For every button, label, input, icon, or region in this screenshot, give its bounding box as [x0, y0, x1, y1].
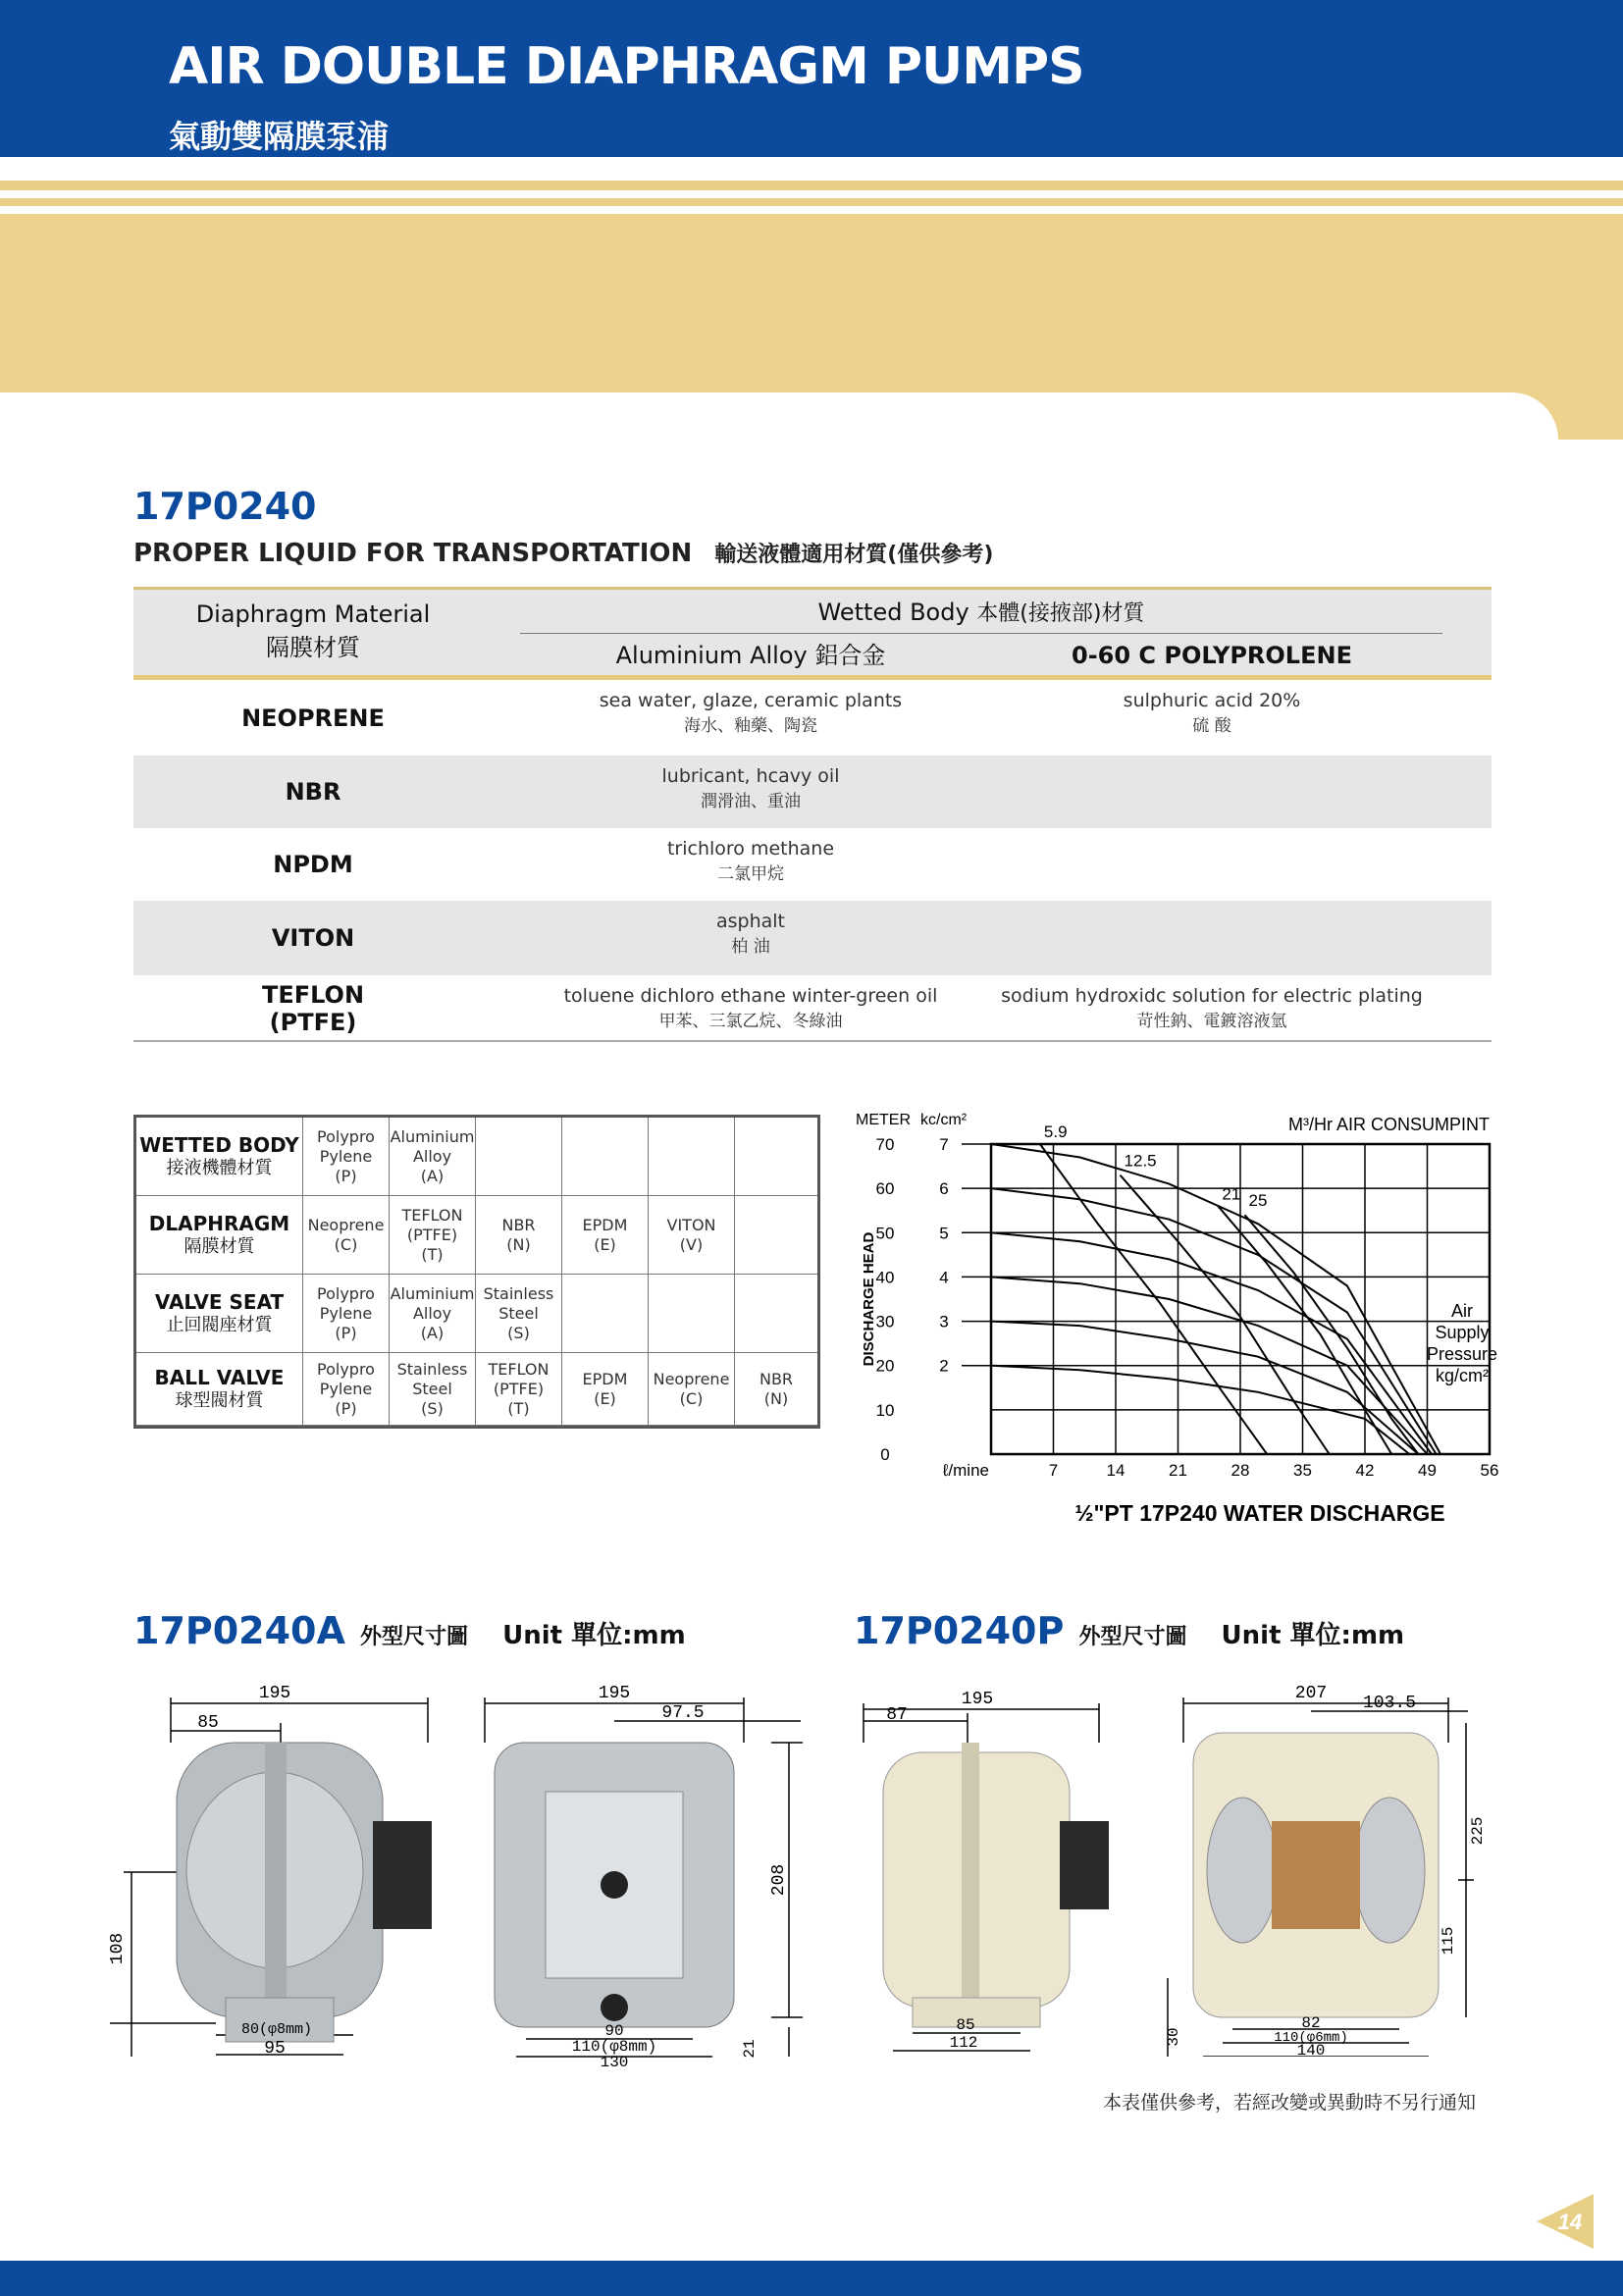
- spec-cell-line: Stainless: [396, 1359, 468, 1379]
- spec-cell: [476, 1353, 562, 1426]
- spec-cell: [390, 1353, 476, 1426]
- cell-alu-en: trichloro methane: [666, 838, 835, 860]
- spec-cell-line: (A): [420, 1166, 445, 1185]
- spec-cell-line: Steel: [498, 1303, 539, 1323]
- col-wetted-en: Wetted Body: [817, 599, 969, 626]
- stripe: [0, 181, 1623, 190]
- spec-cell: [303, 1118, 390, 1196]
- spec-cell-line: EPDM: [582, 1369, 628, 1388]
- spec-cell: [649, 1353, 735, 1426]
- x-tick-label: 42: [1355, 1461, 1375, 1480]
- spec-cell-line: (T): [421, 1244, 444, 1264]
- table-row: [133, 975, 1492, 1040]
- air-pressure-label: kg/cm²: [1436, 1366, 1489, 1385]
- y-tick-label: 0: [880, 1445, 890, 1464]
- dim-a2-f: 21: [741, 2039, 759, 2059]
- spec-row-header: [136, 1118, 303, 1196]
- spec-cell-line: Neoprene: [307, 1215, 385, 1234]
- dim-p2-half: 103.5: [1362, 1694, 1417, 1713]
- model-p-unit: Unit 單位:mm: [1221, 1621, 1405, 1650]
- spec-table: [133, 1115, 820, 1429]
- y-tick-label: 40: [875, 1268, 895, 1287]
- spec-row-en: WETTED BODY: [139, 1132, 299, 1157]
- air-pressure-label: Supply: [1435, 1323, 1490, 1342]
- proper-title-zh: 輸送液體適用材質(僅供參考): [714, 543, 994, 567]
- spec-cell: [390, 1275, 476, 1353]
- spec-cell: [649, 1196, 735, 1275]
- y-kg-tick-label: 4: [939, 1268, 949, 1287]
- spec-cell-line: Stainless: [483, 1283, 554, 1303]
- spec-cell-line: Steel: [412, 1379, 452, 1398]
- consumption-curve: [1245, 1215, 1419, 1454]
- spec-cell-line: (N): [763, 1388, 789, 1408]
- model-a-heading: [133, 1609, 686, 1652]
- x-axis-label: ℓ/mine: [942, 1461, 989, 1480]
- y-tick-label: 50: [875, 1224, 895, 1243]
- spec-cell-line: Neoprene: [653, 1369, 730, 1388]
- y-tick-label: 30: [875, 1312, 895, 1331]
- spec-cell-line: Alloy: [412, 1303, 452, 1323]
- consumption-title: M³/Hr AIR CONSUMPINT: [1288, 1115, 1490, 1134]
- cell-pp: [981, 983, 1442, 1034]
- air-pressure-label: Air: [1451, 1301, 1473, 1321]
- spec-cell: [649, 1275, 735, 1353]
- cell-alu-en: lubricant, hcavy oil: [661, 765, 840, 787]
- spec-cell-line: Alloy: [412, 1146, 452, 1166]
- row-label: TEFLON: [261, 981, 365, 1009]
- decorative-band: [0, 214, 1623, 392]
- spec-cell: [562, 1118, 649, 1196]
- spec-cell: [562, 1196, 649, 1275]
- model-p-label: 17P0240P: [854, 1609, 1065, 1652]
- footer-bar: [0, 2261, 1623, 2296]
- dim-p2-w: 207: [1294, 1684, 1328, 1703]
- spec-cell-line: VITON: [666, 1215, 716, 1234]
- dim-a1-b1: 80(φ8mm): [240, 2021, 313, 2038]
- dim-a2-b3: 130: [600, 2054, 629, 2066]
- table-header: [133, 587, 1492, 678]
- spec-row-zh: 接液機體材質: [166, 1157, 273, 1178]
- row-label: NPDM: [273, 851, 353, 878]
- spec-row-zh: 球型閥材質: [175, 1389, 264, 1411]
- col-diaphragm-en: Diaphragm Material: [195, 600, 431, 628]
- dim-p2-b1: 82: [1301, 2014, 1321, 2032]
- x-tick-label: 56: [1480, 1461, 1499, 1480]
- cell-pp: [981, 688, 1442, 739]
- cell-alu: [520, 688, 981, 739]
- table-row: [133, 828, 1492, 901]
- spec-cell-line: Polypro: [317, 1126, 375, 1146]
- y-kg-tick-label: 2: [939, 1356, 949, 1376]
- dim-p1-l: 87: [886, 1705, 908, 1725]
- spec-cell-line: (P): [335, 1166, 357, 1185]
- col-pp: 0-60 C POLYPROLENE: [1072, 642, 1352, 669]
- chart-title: ½"PT 17P240 WATER DISCHARGE: [1074, 1500, 1445, 1526]
- divider: [520, 633, 1442, 634]
- dim-a1-l: 85: [197, 1713, 219, 1733]
- spec-cell-line: Pylene: [319, 1303, 373, 1323]
- col-diaphragm-zh: 隔膜材質: [266, 634, 360, 661]
- spec-cell: [476, 1196, 562, 1275]
- spec-cell-line: NBR: [759, 1369, 794, 1388]
- dim-p2-h1: 225: [1469, 1816, 1487, 1846]
- spec-cell: [735, 1118, 817, 1196]
- spec-cell-line: Pylene: [319, 1146, 373, 1166]
- cell-alu-en: asphalt: [715, 911, 786, 932]
- dim-a2-b2: 110(φ8mm): [571, 2038, 657, 2056]
- table-row: [133, 756, 1492, 828]
- dim-a2-b1: 90: [604, 2022, 624, 2040]
- cell-alu: [520, 983, 981, 1034]
- dim-p2-b3: 140: [1296, 2042, 1326, 2057]
- consumption-label: 12.5: [1124, 1151, 1157, 1171]
- model-a-label: 17P0240A: [133, 1609, 345, 1652]
- spec-cell-line: (E): [594, 1388, 616, 1408]
- col-wetted-zh: 本體(接掖部)材質: [976, 601, 1145, 626]
- spec-cell: [390, 1196, 476, 1275]
- spec-row-header: [136, 1353, 303, 1426]
- y-kg-tick-label: 6: [939, 1179, 949, 1199]
- x-tick-label: 28: [1230, 1461, 1250, 1480]
- spec-cell-line: (E): [594, 1234, 616, 1254]
- spec-cell-line: (V): [679, 1234, 704, 1254]
- spec-cell-line: (P): [335, 1323, 357, 1342]
- spec-cell-line: (S): [507, 1323, 530, 1342]
- footnote: 本表僅供參考，若經改變或異動時不另行通知: [1103, 2092, 1477, 2113]
- dim-p1-b1: 85: [956, 2016, 975, 2034]
- dim-a2-h: 208: [769, 1863, 789, 1897]
- page-title: AIR DOUBLE DIAPHRAGM PUMPS: [169, 37, 1084, 96]
- spec-cell-line: Pylene: [319, 1379, 373, 1398]
- spec-cell-line: (S): [421, 1398, 444, 1418]
- y-kg-tick-label: 7: [939, 1135, 949, 1154]
- dim-p1-b2: 112: [949, 2034, 978, 2052]
- cell-alu: [520, 836, 981, 887]
- page-subtitle: 氣動雙隔膜泵浦: [169, 118, 390, 155]
- col-alu-en: Aluminium Alloy: [615, 642, 808, 669]
- cell-alu-zh: 潤滑油、重油: [701, 792, 801, 811]
- y-kg-label: kc/cm²: [920, 1112, 968, 1128]
- cell-alu: [520, 763, 981, 814]
- divider: [133, 1040, 1492, 1042]
- cell-alu-zh: 柏 油: [731, 937, 770, 957]
- cell-pp-en: sulphuric acid 20%: [1123, 690, 1301, 711]
- spec-row-zh: 隔膜材質: [183, 1235, 255, 1257]
- dim-p2-f: 30: [1165, 2027, 1182, 2047]
- consumption-label: 21: [1222, 1184, 1241, 1204]
- consumption-curve: [1121, 1175, 1330, 1454]
- spec-cell-line: (C): [334, 1234, 358, 1254]
- pump-p-side-drawing: [854, 1684, 1119, 2057]
- col-diaphragm: [133, 598, 493, 664]
- air-pressure-label: Pressure: [1426, 1344, 1498, 1364]
- proper-liquid-heading: [133, 538, 993, 568]
- dim-p1-w: 195: [961, 1690, 994, 1709]
- spec-row-en: BALL VALVE: [154, 1365, 285, 1389]
- spec-cell: [476, 1275, 562, 1353]
- page-number: 14: [1557, 2210, 1583, 2234]
- cell-pp-zh: 硫 酸: [1192, 716, 1231, 736]
- y-kg-tick-label: 3: [939, 1312, 949, 1331]
- row-label: NEOPRENE: [241, 704, 385, 732]
- spec-cell-line: TEFLON: [401, 1205, 463, 1225]
- spec-cell-line: (T): [507, 1398, 530, 1418]
- col-alu-zh: 鋁合金: [814, 642, 886, 669]
- spec-cell-line: (A): [420, 1323, 445, 1342]
- spec-cell-line: (PTFE): [493, 1379, 545, 1398]
- spec-cell-line: (P): [335, 1398, 357, 1418]
- cell-pp-zh: 苛性鈉、電鍍溶液氫: [1136, 1012, 1287, 1031]
- table-row: [133, 680, 1492, 756]
- pump-p-front-drawing: [1154, 1684, 1517, 2057]
- x-tick-label: 35: [1293, 1461, 1312, 1480]
- spec-row-header: [136, 1196, 303, 1275]
- col-alu: [520, 641, 981, 670]
- x-tick-label: 21: [1169, 1461, 1187, 1480]
- spec-cell: [735, 1196, 817, 1275]
- cell-pp-en: sodium hydroxidc solution for electric plating: [1001, 985, 1423, 1007]
- y-kg-tick-label: 5: [939, 1224, 949, 1243]
- spec-cell-line: EPDM: [582, 1215, 628, 1234]
- spec-cell-line: Aluminium: [390, 1126, 475, 1146]
- spec-cell: [735, 1353, 817, 1426]
- spec-row-zh: 止回閥座材質: [166, 1314, 273, 1335]
- model-a-zh: 外型尺寸圖: [360, 1625, 469, 1649]
- spec-row-en: VALVE SEAT: [154, 1289, 285, 1314]
- row-label: VITON: [271, 924, 355, 952]
- spec-cell-line: Polypro: [317, 1359, 375, 1379]
- spec-cell-line: Aluminium: [390, 1283, 475, 1303]
- y-tick-label: 20: [875, 1356, 895, 1376]
- row-label: NBR: [285, 778, 341, 806]
- cell-alu-zh: 二氯甲烷: [717, 864, 784, 884]
- spec-cell-line: (PTFE): [406, 1225, 458, 1244]
- row-label-sub: (PTFE): [269, 1009, 357, 1036]
- cell-alu-en: toluene dichloro ethane winter-green oil: [563, 985, 938, 1007]
- spec-cell-line: NBR: [501, 1215, 536, 1234]
- spec-cell: [303, 1275, 390, 1353]
- dim-a1-w: 195: [258, 1684, 291, 1703]
- col-wetted: [520, 598, 1442, 629]
- spec-cell: [476, 1118, 562, 1196]
- dim-a2-w: 195: [598, 1684, 631, 1703]
- model-p-zh: 外型尺寸圖: [1078, 1625, 1187, 1649]
- dim-a1-b2: 95: [264, 2039, 286, 2059]
- y-tick-label: 10: [875, 1400, 895, 1420]
- spec-cell: [562, 1275, 649, 1353]
- x-tick-label: 49: [1418, 1461, 1437, 1480]
- spec-cell: [390, 1118, 476, 1196]
- consumption-label: 25: [1248, 1191, 1268, 1211]
- pressure-curve: [991, 1322, 1418, 1454]
- spec-cell: [735, 1275, 817, 1353]
- y-axis-label: DISCHARGE HEAD: [861, 1231, 877, 1367]
- spec-cell: [562, 1353, 649, 1426]
- dim-p2-h2: 115: [1440, 1926, 1457, 1956]
- spec-cell-line: (C): [679, 1388, 704, 1408]
- cell-alu-zh: 海水、釉藥、陶瓷: [684, 716, 817, 736]
- cell-alu: [520, 909, 981, 960]
- spec-cell-line: TEFLON: [488, 1359, 550, 1379]
- spec-cell: [303, 1353, 390, 1426]
- model-a-unit: Unit 單位:mm: [502, 1621, 686, 1650]
- y-tick-label: 70: [875, 1135, 895, 1154]
- pump-a-side-drawing: [108, 1684, 442, 2066]
- spec-cell: [649, 1118, 735, 1196]
- pump-a-front-drawing: [477, 1684, 811, 2066]
- dim-a1-h: 108: [108, 1932, 128, 1965]
- page-badge: [1537, 2194, 1594, 2249]
- model-p-heading: [854, 1609, 1404, 1652]
- model-heading: 17P0240: [133, 485, 317, 528]
- proper-title: PROPER LIQUID FOR TRANSPORTATION: [133, 539, 693, 568]
- consumption-label: 5.9: [1043, 1122, 1068, 1142]
- y-tick-label: 60: [875, 1179, 895, 1199]
- spec-cell: [303, 1196, 390, 1275]
- spec-row-header: [136, 1275, 303, 1353]
- cell-alu-zh: 甲苯、三氯乙烷、冬綠油: [658, 1012, 843, 1031]
- y-meter-label: METER: [856, 1112, 911, 1128]
- x-tick-label: 14: [1106, 1461, 1126, 1480]
- spec-cell-line: (N): [506, 1234, 531, 1254]
- dim-a2-half: 97.5: [661, 1703, 705, 1723]
- pressure-curve: [991, 1144, 1440, 1454]
- dim-p2-b2: 110(φ6mm): [1274, 2030, 1348, 2046]
- spec-cell-line: Polypro: [317, 1283, 375, 1303]
- stripe: [0, 198, 1623, 206]
- spec-row-en: DLAPHRAGM: [148, 1211, 290, 1235]
- discharge-chart: [854, 1103, 1511, 1535]
- cell-alu-en: sea water, glaze, ceramic plants: [599, 690, 903, 711]
- x-tick-label: 7: [1048, 1461, 1059, 1480]
- table-row: [133, 901, 1492, 975]
